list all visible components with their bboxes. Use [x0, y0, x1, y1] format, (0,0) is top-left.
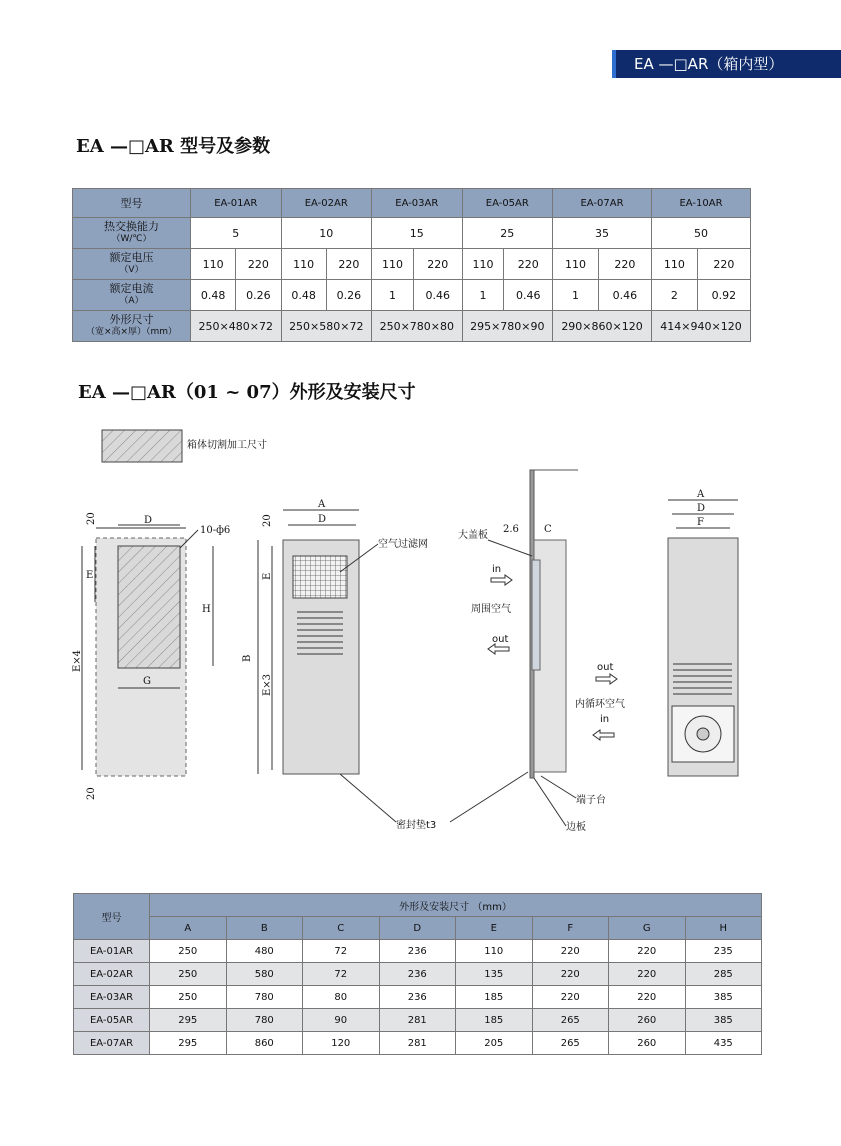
table-cell: 120: [303, 1032, 380, 1055]
table-cell: 5: [191, 218, 282, 249]
table-cell: 185: [456, 1009, 533, 1032]
table-cell: 10: [281, 218, 372, 249]
gasket-label: 密封垫t3: [396, 820, 437, 831]
table-cell: 0.48: [191, 280, 236, 311]
installation-diagram: [0, 420, 841, 840]
table-row: [74, 940, 762, 963]
row-model: EA-03AR: [74, 986, 150, 1009]
dim-G-label: G: [143, 676, 151, 687]
table-cell: 250: [150, 963, 227, 986]
dim-D-label: D: [144, 515, 153, 526]
dim-C-label: C: [544, 524, 552, 535]
in-label-ambient: in: [492, 564, 502, 575]
dim-20-bottom: 20: [86, 787, 97, 800]
dim-col-header: B: [226, 917, 303, 940]
dim-A-label: A: [318, 499, 326, 510]
dim-col-header: F: [532, 917, 609, 940]
table-cell: 780: [226, 1009, 303, 1032]
front-view-figure: [242, 499, 428, 774]
table-cell: 480: [226, 940, 303, 963]
legend-label: 箱体切割加工尺寸: [187, 440, 267, 451]
table-cell: 435: [685, 1032, 762, 1055]
table-cell: 236: [379, 940, 456, 963]
out-label-internal: out: [597, 662, 614, 673]
table-cell: 385: [685, 986, 762, 1009]
spec-model: EA-05AR: [462, 189, 553, 218]
dim-20-top: 20: [86, 512, 97, 525]
header-title: EA —□AR（箱内型）: [612, 50, 841, 78]
ambient-air-label: 周围空气: [471, 604, 511, 615]
table-cell: 220: [609, 963, 686, 986]
table-cell: 580: [226, 963, 303, 986]
spec-row-voltage: [73, 249, 751, 280]
dim-F-label: F: [697, 517, 704, 528]
table-cell: 265: [532, 1032, 609, 1055]
holes-label: 10-ф6: [200, 525, 231, 536]
table-cell: 72: [303, 940, 380, 963]
table-cell: 50: [651, 218, 750, 249]
back-view-figure: [668, 489, 738, 776]
table-row: [74, 986, 762, 1009]
table-cell: 25: [462, 218, 553, 249]
table-cell: 260: [609, 1009, 686, 1032]
table-cell: 0.92: [697, 280, 750, 311]
table-cell: 1: [553, 280, 599, 311]
out-label-ambient: out: [492, 634, 509, 645]
row-label: 热交换能力 （W/℃）: [73, 218, 191, 249]
table-cell: 205: [456, 1032, 533, 1055]
cutout-figure: [72, 512, 230, 800]
table-cell: 250×480×72: [191, 311, 282, 342]
table-cell: 220: [532, 963, 609, 986]
table-cell: 185: [456, 986, 533, 1009]
side-plate-label: 边板: [566, 822, 586, 833]
table-cell: 220: [504, 249, 553, 280]
table-cell: 110: [462, 249, 504, 280]
row-label: 额定电流 （A）: [73, 280, 191, 311]
table-cell: 250×780×80: [372, 311, 463, 342]
table-cell: 1: [372, 280, 414, 311]
air-filter-label: 空气过滤网: [378, 539, 428, 550]
table-cell: 250×580×72: [281, 311, 372, 342]
table-cell: 236: [379, 963, 456, 986]
spec-model: EA-01AR: [191, 189, 282, 218]
dim-H-label: H: [202, 604, 211, 615]
table-cell: 15: [372, 218, 463, 249]
table-cell: 281: [379, 1032, 456, 1055]
table-cell: 220: [532, 986, 609, 1009]
dim-20-front: 20: [262, 514, 273, 527]
table-cell: 220: [609, 940, 686, 963]
table-cell: 780: [226, 986, 303, 1009]
row-model: EA-07AR: [74, 1032, 150, 1055]
table-cell: 110: [553, 249, 599, 280]
row-label: 额定电压 （V）: [73, 249, 191, 280]
dim-Ex3-label: E×3: [262, 673, 273, 696]
table-cell: 281: [379, 1009, 456, 1032]
table-cell: 0.48: [281, 280, 326, 311]
table-row: [74, 1032, 762, 1055]
table-cell: 250: [150, 940, 227, 963]
table-cell: 265: [532, 1009, 609, 1032]
dim-B-label: B: [242, 654, 253, 662]
table-cell: 220: [532, 940, 609, 963]
row-label: 外形尺寸 （宽×高×厚）（mm）: [73, 311, 191, 342]
table-cell: 236: [379, 986, 456, 1009]
table-cell: 135: [456, 963, 533, 986]
table-cell: 110: [456, 940, 533, 963]
row-model: EA-01AR: [74, 940, 150, 963]
table-cell: 260: [609, 1032, 686, 1055]
dim-2-6-label: 2.6: [503, 524, 519, 535]
table-cell: 220: [326, 249, 371, 280]
dim-col-header: C: [303, 917, 380, 940]
section-title-specs: EA —□AR 型号及参数: [76, 136, 271, 157]
spec-row-size: [73, 311, 751, 342]
dim-col-header: E: [456, 917, 533, 940]
table-cell: 0.46: [413, 280, 462, 311]
legend-swatch: [102, 430, 182, 462]
spec-model: EA-03AR: [372, 189, 463, 218]
internal-air-label: 内循环空气: [575, 699, 625, 710]
dim-A-label-back: A: [697, 489, 705, 500]
spec-table: [72, 188, 751, 342]
spec-row-heat: [73, 218, 751, 249]
table-row: [74, 1009, 762, 1032]
side-view-figure: [458, 470, 625, 833]
table-cell: 295×780×90: [462, 311, 553, 342]
table-cell: 110: [651, 249, 697, 280]
table-cell: 250: [150, 986, 227, 1009]
in-label-internal: in: [600, 714, 610, 725]
spec-header-model: 型号: [73, 189, 191, 218]
section-title-dimensions: EA —□AR（01 ~ 07）外形及安装尺寸: [78, 382, 416, 403]
dim-col-header: D: [379, 917, 456, 940]
table-cell: 110: [281, 249, 326, 280]
table-cell: 0.26: [326, 280, 371, 311]
table-cell: 110: [372, 249, 414, 280]
terminal-label: 端子台: [576, 795, 606, 806]
table-cell: 0.46: [504, 280, 553, 311]
table-cell: 35: [553, 218, 652, 249]
table-cell: 220: [609, 986, 686, 1009]
dim-Ex4-label: E×4: [72, 649, 83, 672]
table-cell: 220: [598, 249, 651, 280]
table-row: [74, 963, 762, 986]
table-cell: 72: [303, 963, 380, 986]
table-cell: 414×940×120: [651, 311, 750, 342]
spec-model: EA-02AR: [281, 189, 372, 218]
table-cell: 220: [413, 249, 462, 280]
top-cover-label: 大盖板: [458, 530, 488, 541]
table-cell: 295: [150, 1032, 227, 1055]
table-cell: 220: [236, 249, 281, 280]
dim-header-group: 外形及安装尺寸 （mm）: [150, 894, 762, 917]
dim-col-header: H: [685, 917, 762, 940]
table-cell: 235: [685, 940, 762, 963]
table-cell: 2: [651, 280, 697, 311]
dim-D-label-back: D: [697, 503, 706, 514]
spec-model: EA-07AR: [553, 189, 652, 218]
row-model: EA-05AR: [74, 1009, 150, 1032]
spec-row-current: [73, 280, 751, 311]
dim-col-header: G: [609, 917, 686, 940]
table-cell: 385: [685, 1009, 762, 1032]
dim-E-label-front: E: [262, 572, 273, 580]
dim-col-header: A: [150, 917, 227, 940]
dim-E-label: E: [86, 570, 94, 581]
table-cell: 110: [191, 249, 236, 280]
table-cell: 90: [303, 1009, 380, 1032]
dim-D-label-front: D: [318, 514, 327, 525]
table-cell: 860: [226, 1032, 303, 1055]
dimension-table: [73, 893, 762, 1055]
table-cell: 0.46: [598, 280, 651, 311]
spec-model: EA-10AR: [651, 189, 750, 218]
table-cell: 295: [150, 1009, 227, 1032]
table-cell: 290×860×120: [553, 311, 652, 342]
table-cell: 285: [685, 963, 762, 986]
dim-header-model: 型号: [74, 894, 150, 940]
table-cell: 80: [303, 986, 380, 1009]
table-cell: 220: [697, 249, 750, 280]
table-cell: 0.26: [236, 280, 281, 311]
row-model: EA-02AR: [74, 963, 150, 986]
table-cell: 1: [462, 280, 504, 311]
